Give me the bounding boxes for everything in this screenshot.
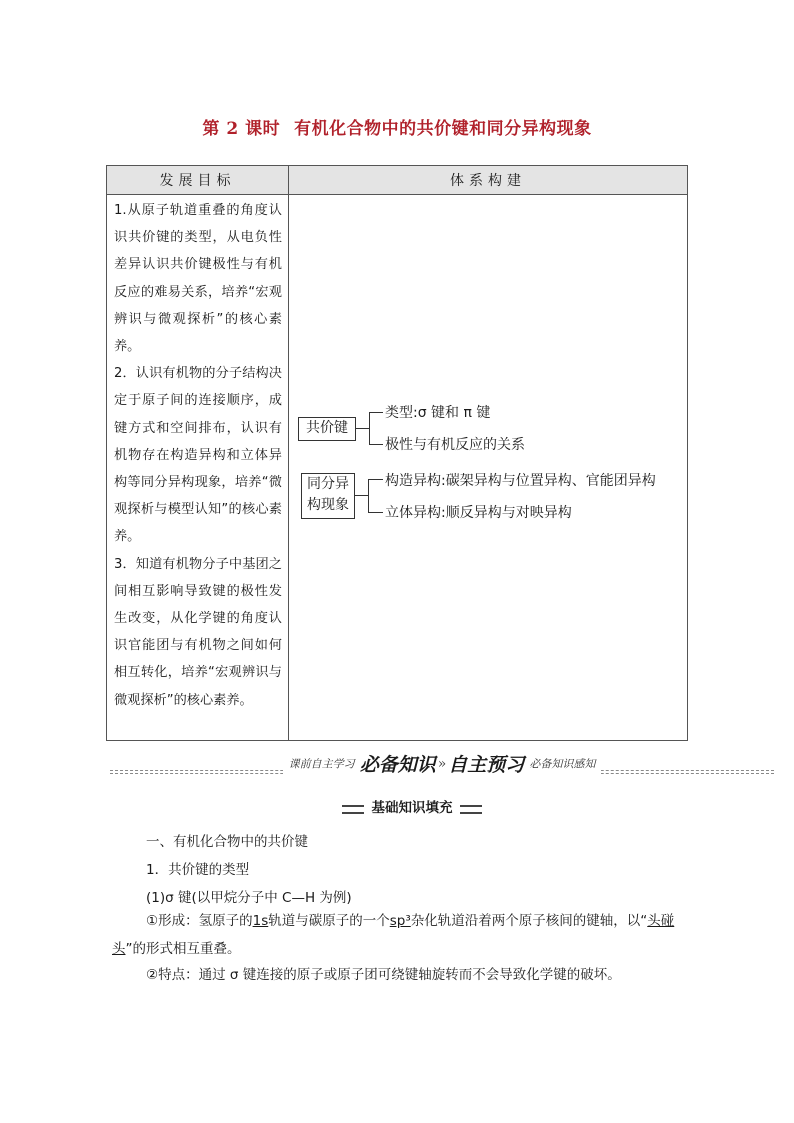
header-structure: 体系构建 [289,166,688,195]
connector [369,444,383,445]
connector [368,479,369,512]
branch-constitutional: 构造异构:碳架异构与位置异构、官能团异构 [385,473,656,489]
branch-stereo: 立体异构:顺反异构与对映异构 [385,505,572,521]
branch-polarity: 极性与有机反应的关系 [385,437,525,453]
blank-answer: 头碰头 [112,913,675,957]
connector [368,512,383,513]
concept-map [289,195,689,741]
structure-cell [289,195,688,741]
heading-sigma-bond: (1)σ 键(以甲烷分子中 C—H 为例) [146,890,352,906]
goals-cell [107,195,289,741]
blank-answer: 1s [252,913,269,929]
header-goals: 发展目标 [107,166,289,195]
goals-table [106,165,688,741]
goal-item: 3．知道有机物分子中基团之间相互影响导致键的极性发生改变，从化学键的角度认识官能团与有机物之间如何相互转化，培养“宏观辨识与微观探析”的核心素养。 [114,556,282,708]
branch-bond-types: 类型:σ 键和 π 键 [385,405,491,421]
node-covalent-bond: 共价键 [298,417,356,441]
blank-answer: sp³ [389,913,411,929]
formation-paragraph: ①形成：氢原子的1s轨道与碳原子的一个sp³杂化轨道沿着两个原子核间的键轴，以“头碰头”的形式相互重叠。 [112,913,675,957]
feature-paragraph: ②特点：通过 σ 键连接的原子或原子团可绕键轴旋转而不会导致化学键的破坏。 [146,967,621,983]
banner-right-caption: 必备知识感知 [529,757,596,771]
goal-item: 2．认识有机物的分子结构决定于原子间的连接顺序，成键方式和空间排布，认识有机物存在构造异构和立体异构等同分异构现象，培养“微观探析与模型认知”的核心素养。 [114,366,282,545]
section-label: 基础知识填充 [342,798,482,818]
banner-left-caption: 课前自主学习 [288,757,355,771]
double-chevron-icon: » [437,755,447,772]
goal-item: 1.从原子轨道重叠的角度认识共价键的类型，从电负性差异认识共价键极性与有机反应的难易关系，培养“宏观辨识与微观探析”的核心素养。 [114,203,282,355]
heading-bond-types: 1．共价键的类型 [146,862,250,878]
connector [369,412,383,413]
lesson-topic: 有机化合物中的共价键和同分异构现象 [294,119,592,139]
connector [369,412,370,444]
node-isomerism: 同分异构现象 [301,473,355,519]
section-banner [110,750,774,776]
connector [368,479,383,480]
banner-title-left: 必备知识 [359,754,436,776]
lesson-number: 第 2 课时 [202,119,281,139]
page-title [0,114,794,139]
banner-title-right: 自主预习 [448,754,525,776]
heading-covalent-bonds: 一、有机化合物中的共价键 [146,834,308,850]
connector [355,428,369,429]
connector [354,495,368,496]
